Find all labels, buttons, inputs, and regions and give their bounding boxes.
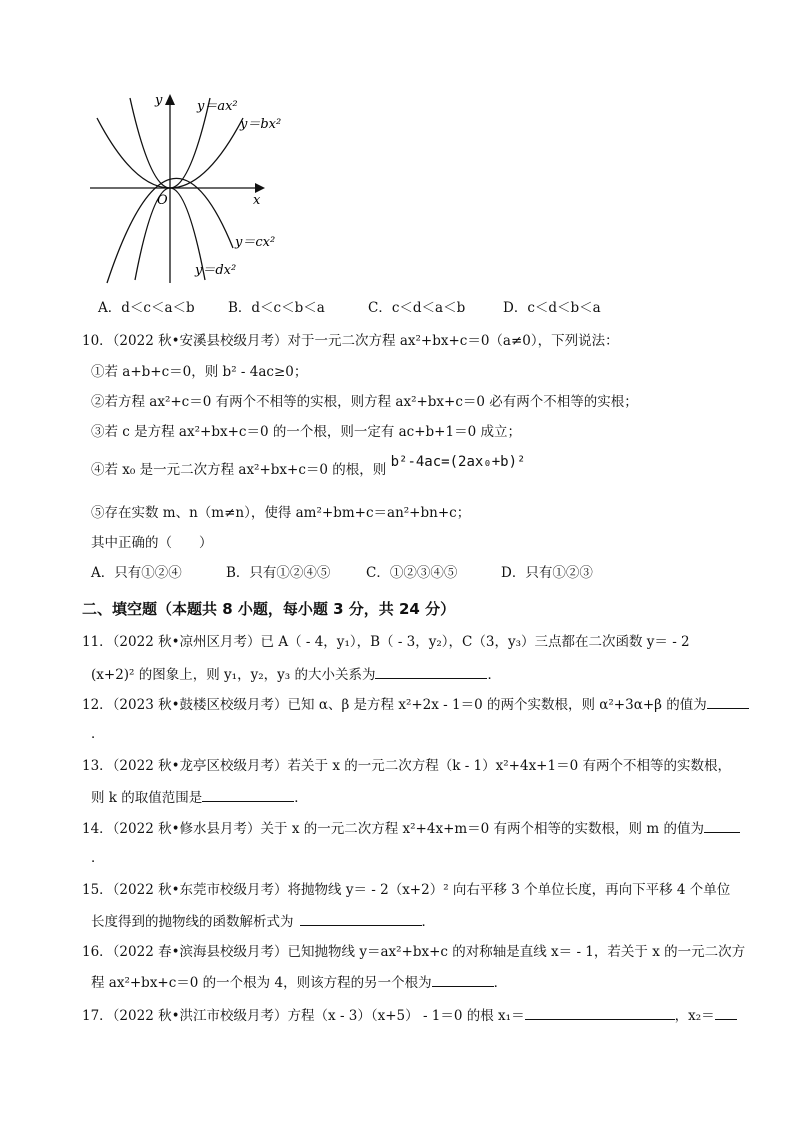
q11-line2 — [91, 664, 501, 685]
q9-option-c: C．c＜d＜a＜b — [368, 300, 466, 316]
parabola-graph — [85, 88, 285, 288]
q17-line1 — [82, 1005, 737, 1026]
q14-answer-blank[interactable] — [704, 818, 740, 833]
curve-d-label: y＝dx² — [195, 263, 237, 278]
q11-line2-text: (x+2)² 的图象上，则 y₁，y₂，y₃ 的大小关系为 — [91, 667, 376, 683]
q10-option-d: D．只有①②③ — [501, 565, 593, 581]
q16-line2-text: 程 ax²+bx+c＝0 的一个根为 4，则该方程的另一个根为 — [91, 975, 432, 991]
curve-c-label: y＝cx² — [235, 235, 276, 250]
q15-answer-blank[interactable] — [300, 911, 422, 926]
q10-option-a: A．只有①②④ — [91, 565, 182, 581]
q9-option-b: B．d＜c＜b＜a — [228, 300, 325, 316]
q14-text: 14．（2022 秋•修水县月考）关于 x 的一元二次方程 x²+4x+m＝0 有两个相等的实数根，则 m 的值为 — [82, 821, 704, 837]
q14-line1 — [82, 818, 740, 839]
q17-answer-blank-2[interactable] — [715, 1005, 737, 1020]
q13-answer-blank[interactable] — [202, 787, 294, 802]
q10-option-b: B．只有①②④⑤ — [226, 565, 331, 581]
q10-item-2: ②若方程 ax²+c＝0 有两个不相等的实根，则方程 ax²+bx+c＝0 必有两个不相等的实根； — [91, 394, 638, 410]
q13-line2 — [91, 787, 308, 808]
q17-answer-blank-1[interactable] — [525, 1005, 675, 1020]
q17-text: 17．（2022 秋•洪江市校级月考）方程（x - 3）（x+5） - 1＝0 的根 x₁＝ — [82, 1008, 525, 1024]
q12-text: 12．（2023 秋•鼓楼区校级月考）已知 α、β 是方程 x²+2x - 1＝0 的两个实数根，则 α²+3α+β 的值为 — [82, 697, 707, 713]
x-axis-arrow — [255, 183, 265, 193]
q13-line2-text: 则 k 的取值范围是 — [91, 790, 203, 806]
q9-option-a: A．d＜c＜a＜b — [98, 300, 195, 316]
q16-end: ． — [493, 975, 508, 991]
q13-end: ． — [294, 790, 308, 806]
y-axis-label: y — [155, 93, 163, 108]
q13-line1: 13．（2022 秋•龙亭区校级月考）若关于 x 的一元二次方程（k - 1）x²+4x+1＝0 有两个不相等的实数根， — [82, 758, 731, 774]
curve-b-label: y＝bx² — [240, 117, 282, 132]
q15-line1: 15．（2022 秋•东莞市校级月考）将抛物线 y＝ - 2（x+2）² 向右平移 3 个单位长度，再向下平移 4 个单位 — [82, 882, 731, 898]
q10-item-3: ③若 c 是方程 ax²+bx+c＝0 的一个根，则一定有 ac+b+1＝0 成立； — [91, 424, 521, 440]
q10-item-1: ①若 a+b+c＝0，则 b² - 4ac≥0； — [91, 364, 308, 380]
q12-line1 — [82, 694, 749, 715]
q11-answer-blank[interactable] — [375, 664, 487, 679]
q14-end: ． — [91, 850, 105, 866]
q11-end: ． — [487, 667, 501, 683]
q16-line2 — [91, 972, 507, 993]
q10-which: 其中正确的（ ） — [91, 535, 213, 551]
origin-label: O — [157, 193, 168, 208]
q15-end: ． — [421, 914, 435, 930]
x-axis-label: x — [253, 193, 261, 208]
q10-formula: b²-4ac=(2ax₀+b)² — [390, 454, 526, 470]
q10-option-c: C．①②③④⑤ — [366, 565, 458, 581]
q15-line2-text: 长度得到的抛物线的函数解析式为 — [91, 914, 294, 930]
q12-answer-blank[interactable] — [707, 694, 749, 709]
section2-title: 二、填空题（本题共 8 小题，每小题 3 分，共 24 分） — [82, 600, 456, 618]
q10-item-4 — [91, 454, 526, 480]
q10-stem: 10．（2022 秋•安溪县校级月考）对于一元二次方程 ax²+bx+c＝0（a≠0），下列说法： — [82, 333, 619, 349]
q16-line1: 16．（2022 春•滨海县校级月考）已知抛物线 y＝ax²+bx+c 的对称轴是直线 x＝ - 1，若关于 x 的一元二次方 — [82, 944, 746, 960]
q11-line1: 11．（2022 秋•凉州区月考）已 A（ - 4，y₁），B（ - 3，y₂），C（3，y₃）三点都在二次函数 y＝ - 2 — [82, 634, 690, 650]
q16-answer-blank[interactable] — [432, 972, 494, 987]
q10-item-4-text: ④若 x₀ 是一元二次方程 ax²+bx+c＝0 的根，则 — [91, 462, 387, 478]
q9-option-d: D．c＜d＜b＜a — [503, 300, 601, 316]
q12-end: ． — [91, 726, 105, 742]
q15-line2 — [91, 911, 435, 932]
q17-mid: ，x₂＝ — [674, 1008, 715, 1024]
y-axis-arrow — [165, 94, 175, 105]
q10-item-5: ⑤存在实数 m、n（m≠n），使得 am²+bm+c＝an²+bn+c； — [91, 505, 471, 521]
curve-a-label: y＝ax² — [197, 99, 238, 114]
